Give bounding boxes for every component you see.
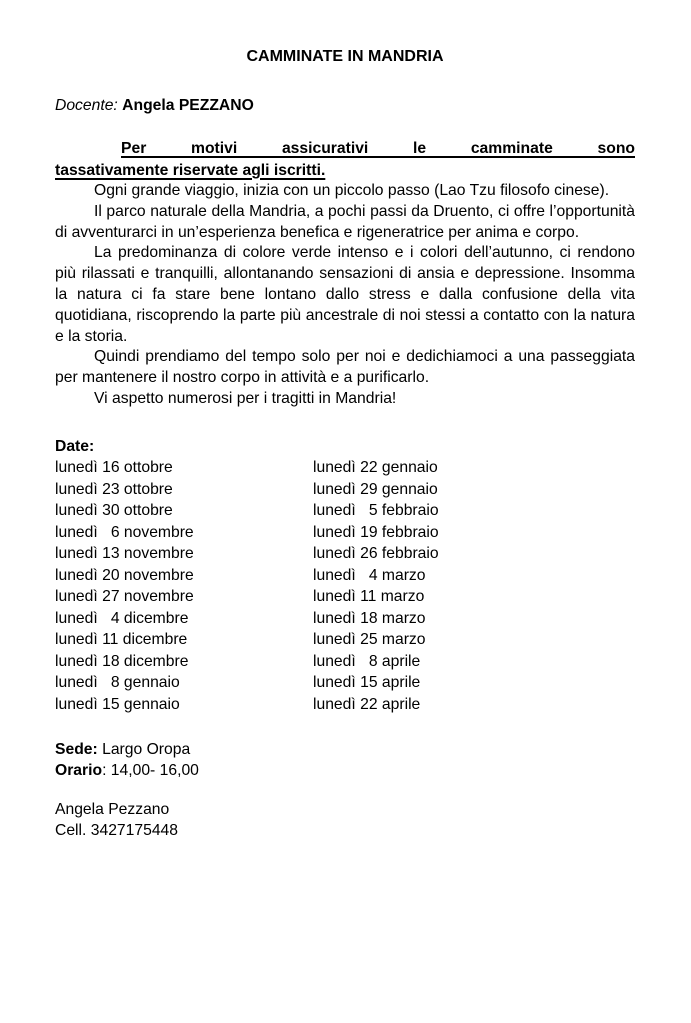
date-row bbox=[55, 608, 635, 630]
date-row bbox=[55, 672, 635, 694]
docente-line bbox=[55, 96, 635, 117]
date-cell: lunedì 26 febbraio bbox=[313, 545, 439, 563]
paragraph-invitation: Quindi prendiamo del tempo solo per noi e dedichiamoci a una passeggiata per mantenere il nostro corpo in attività e a purificarlo. bbox=[55, 348, 635, 387]
date-row bbox=[55, 651, 635, 673]
date-cell: lunedì 23 ottobre bbox=[55, 480, 173, 498]
date-cell: lunedì 11 marzo bbox=[313, 588, 425, 606]
insurance-notice-line-2 bbox=[55, 160, 635, 182]
dates-section bbox=[55, 437, 635, 716]
date-cell: lunedì 29 gennaio bbox=[313, 480, 438, 498]
orario-line bbox=[55, 761, 635, 782]
docente-label: Docente: bbox=[55, 97, 118, 114]
date-row bbox=[55, 586, 635, 608]
docente-name: Angela PEZZANO bbox=[122, 97, 254, 114]
insurance-notice-text-1: Per motivi assicurativi le camminate sono bbox=[121, 140, 635, 157]
date-cell: lunedì 22 gennaio bbox=[313, 459, 438, 477]
date-cell: lunedì 22 aprile bbox=[313, 695, 421, 713]
date-cell: lunedì 27 novembre bbox=[55, 588, 194, 606]
paragraph-quote: Ogni grande viaggio, inizia con un piccolo passo (Lao Tzu filosofo cinese). bbox=[94, 182, 610, 199]
page-title: CAMMINATE IN MANDRIA bbox=[246, 48, 444, 65]
date-cell: lunedì 15 gennaio bbox=[55, 695, 180, 713]
signature-phone: Cell. 3427175448 bbox=[55, 821, 178, 839]
date-cell: lunedì 18 dicembre bbox=[55, 652, 189, 670]
date-cell: lunedì 13 novembre bbox=[55, 545, 194, 563]
date-row bbox=[55, 565, 635, 587]
date-cell: lunedì 5 febbraio bbox=[313, 502, 439, 520]
date-cell: lunedì 15 aprile bbox=[313, 674, 421, 692]
date-row bbox=[55, 522, 635, 544]
date-cell: lunedì 19 febbraio bbox=[313, 523, 439, 541]
date-cell: lunedì 30 ottobre bbox=[55, 502, 173, 520]
insurance-notice bbox=[55, 138, 635, 181]
insurance-notice-line-1 bbox=[55, 138, 635, 160]
paragraph-park: Il parco naturale della Mandria, a pochi passi da Druento, ci offre l’opportunità di avventurarci in un’esperienza benefica e rigeneratrice per anima e corpo. bbox=[55, 202, 635, 241]
paragraph-closing: Vi aspetto numerosi per i tragitti in Mandria! bbox=[94, 389, 397, 407]
date-row bbox=[55, 543, 635, 565]
orario-value: : 14,00- 16,00 bbox=[102, 761, 199, 779]
date-cell: lunedì 4 marzo bbox=[313, 566, 426, 584]
sede-value: Largo Oropa bbox=[97, 741, 191, 759]
date-cell: lunedì 8 aprile bbox=[313, 652, 421, 670]
paragraph-nature: La predominanza di colore verde intenso e i colori dell’autunno, ci rendono più rilassati e tranquilli, allontanando sensazioni di ansia e depressione. Insomma la natura ci fa stare bene lontano dallo stress e dalla confusione della vita quotidiana, riscoprendo la parte più ancestrale di noi stessi a contatto con la natura e la storia. bbox=[55, 244, 635, 345]
date-cell: lunedì 6 novembre bbox=[55, 523, 194, 541]
date-row bbox=[55, 479, 635, 501]
date-cell: lunedì 18 marzo bbox=[313, 609, 426, 627]
date-cell: lunedì 20 novembre bbox=[55, 566, 194, 584]
date-cell: lunedì 8 gennaio bbox=[55, 674, 180, 692]
insurance-notice-text-2: tassativamente riservate agli iscritti. bbox=[55, 161, 326, 179]
dates-label: Date: bbox=[55, 437, 95, 455]
date-row bbox=[55, 457, 635, 479]
date-cell: lunedì 4 dicembre bbox=[55, 609, 189, 627]
date-row bbox=[55, 629, 635, 651]
date-row bbox=[55, 694, 635, 716]
date-cell: lunedì 16 ottobre bbox=[55, 459, 173, 477]
signature-name: Angela Pezzano bbox=[55, 801, 170, 819]
orario-label: Orario bbox=[55, 761, 103, 779]
date-row bbox=[55, 500, 635, 522]
date-cell: lunedì 11 dicembre bbox=[55, 631, 188, 649]
date-cell: lunedì 25 marzo bbox=[313, 631, 426, 649]
sede-label: Sede: bbox=[55, 741, 98, 759]
sede-line bbox=[55, 740, 635, 761]
